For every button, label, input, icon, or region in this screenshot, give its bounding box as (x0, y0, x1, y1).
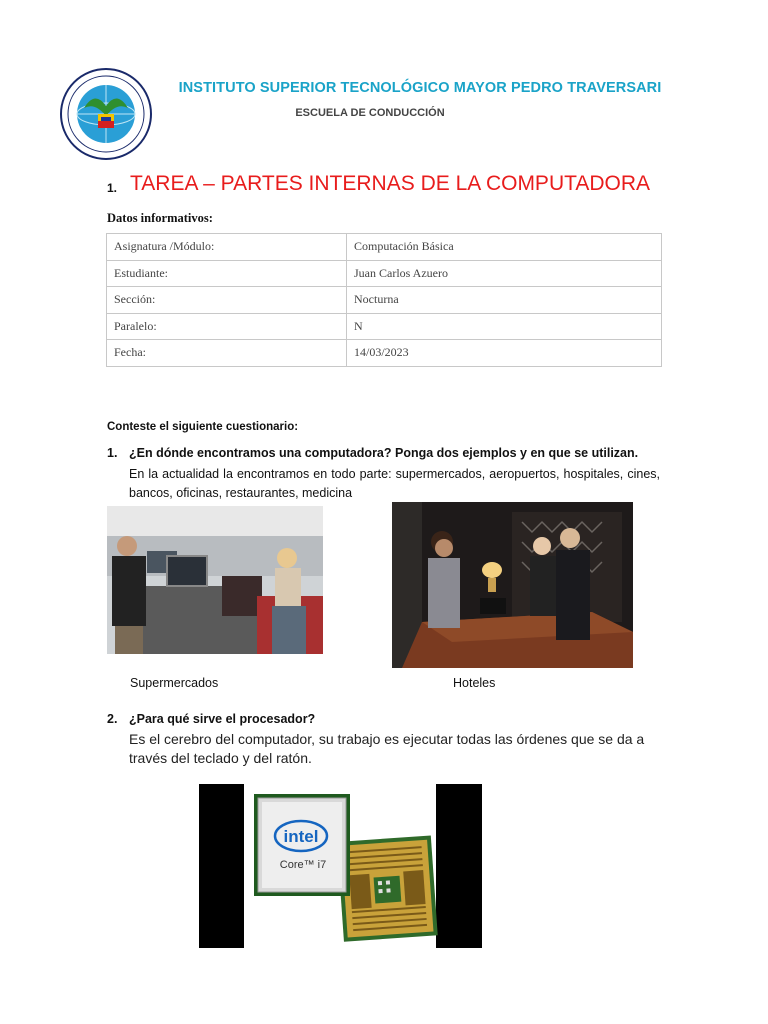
info-label: Sección: (107, 287, 347, 314)
school-name: ESCUELA DE CONDUCCIÓN (295, 107, 445, 119)
table-row (107, 260, 662, 287)
institution-name: INSTITUTO SUPERIOR TECNOLÓGICO MAYOR PEDRO TRAVERSARI (178, 80, 662, 96)
caption-supermarkets: Supermercados (130, 676, 219, 690)
task-title: TAREA – PARTES INTERNAS DE LA COMPUTADORA (130, 172, 651, 195)
table-row (107, 287, 662, 314)
hotel-photo (392, 502, 633, 668)
question-2: ¿Para qué sirve el procesador? (129, 712, 316, 726)
answer-1: En la actualidad la encontramos en todo parte: supermercados, aeropuertos, hospitales, cines, bancos, oficinas, restaurantes, medicina (129, 467, 660, 500)
chip-model: Core™ i7 (279, 859, 327, 871)
answer-2: Es el cerebro del computador, su trabajo es ejecutar todas las órdenes que se da a través del teclado y del ratón. (129, 731, 645, 766)
chip-brand: intel (283, 827, 319, 846)
info-value: 14/03/2023 (347, 340, 662, 367)
table-row (107, 340, 662, 367)
question-number: 1. (107, 446, 118, 460)
info-value: N (347, 313, 662, 340)
info-value: Juan Carlos Azuero (347, 260, 662, 287)
processor-image (199, 784, 482, 948)
table-row (107, 313, 662, 340)
supermarket-photo (107, 506, 323, 654)
info-value: Nocturna (347, 287, 662, 314)
info-label: Fecha: (107, 340, 347, 367)
info-table (106, 233, 662, 367)
info-label: Estudiante: (107, 260, 347, 287)
table-row (107, 234, 662, 261)
task-number: 1. (107, 181, 118, 195)
info-label: Asignatura /Módulo: (107, 234, 347, 261)
question-1: ¿En dónde encontramos una computadora? Ponga dos ejemplos y en que se utilizan. (129, 446, 639, 460)
info-heading: Datos informativos: (107, 211, 213, 225)
institute-logo (60, 68, 152, 160)
questionnaire-prompt: Conteste el siguiente cuestionario: (107, 421, 299, 433)
info-value: Computación Básica (347, 234, 662, 261)
caption-hotels: Hoteles (453, 676, 496, 690)
info-label: Paralelo: (107, 313, 347, 340)
question-number: 2. (107, 712, 118, 726)
